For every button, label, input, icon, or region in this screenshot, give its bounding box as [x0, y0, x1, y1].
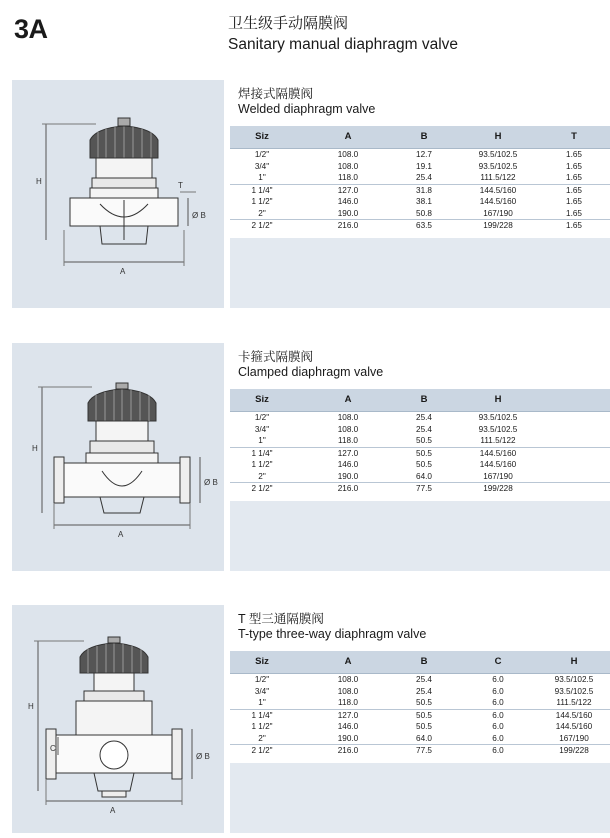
- table-body: [230, 149, 610, 238]
- clamped-panel: [230, 343, 610, 571]
- table-body: [230, 412, 610, 501]
- three-way-valve-drawing: [12, 605, 224, 833]
- table-row: 1" 118.0 25.4 111.5/122 1.65: [230, 172, 610, 185]
- table-row: 2" 190.0 64.0 6.0 167/190: [230, 733, 610, 746]
- table-row: 1 1/2" 146.0 50.5 144.5/160: [251, 460, 517, 469]
- clamped-valve-drawing: [12, 343, 224, 571]
- clamped-spec-table: [230, 389, 610, 501]
- table-row: 1" 118.0 50.5 6.0 111.5/122: [230, 697, 610, 710]
- svg-text:H: H: [28, 702, 34, 711]
- section-welded: [12, 80, 600, 308]
- table-row: 1 1/4" 127.0 50.5 144.5/160: [251, 448, 517, 458]
- table-row: 1" 118.0 50.5 111.5/122: [230, 435, 610, 448]
- page-code: 3A: [14, 14, 48, 44]
- clamped-valve-icon: [12, 343, 224, 571]
- table-row: 1/2" 108.0 25.4 93.5/102.5: [254, 413, 518, 422]
- section-title-cn: T 型三通隔膜阀: [238, 612, 324, 626]
- table-row: 2" 190.0 64.0 167/190: [230, 471, 610, 484]
- table-row: 1 1/2" 146.0 38.1 144.5/160 1.65: [251, 197, 582, 206]
- svg-text:A: A: [120, 267, 126, 276]
- welded-valve-drawing: [12, 80, 224, 308]
- table-row: 2" 190.0 50.8 167/190 1.65: [230, 208, 610, 221]
- svg-text:A: A: [110, 806, 116, 815]
- table-header: Siz A B C H: [230, 651, 610, 674]
- table-row: 1/2" 108.0 12.7 93.5/102.5 1.65: [254, 150, 582, 159]
- welded-panel: [230, 80, 610, 308]
- welded-spec-table: [230, 126, 610, 238]
- three-way-panel: [230, 605, 610, 833]
- svg-text:A: A: [118, 530, 124, 539]
- svg-text:H: H: [36, 177, 42, 186]
- page-title-cn: 卫生级手动隔膜阀: [228, 15, 349, 32]
- section-clamped: [12, 343, 600, 571]
- section-title-cn: 焊接式隔膜阀: [238, 87, 314, 101]
- table-row: 3/4" 108.0 25.4 6.0 93.5/102.5: [254, 686, 594, 696]
- svg-text:C: C: [50, 744, 56, 753]
- table-row: 1 1/4" 127.0 50.5 6.0 144.5/160: [251, 710, 593, 720]
- table-row: 2 1/2" 216.0 77.5 199/228: [251, 484, 513, 493]
- section-title-en: Welded diaphragm valve: [238, 102, 376, 116]
- svg-text:Ø B: Ø B: [192, 211, 206, 220]
- three-way-valve-icon: [12, 605, 224, 833]
- three-way-spec-table: [230, 651, 610, 763]
- section-title-en: T-type three-way diaphragm valve: [238, 627, 427, 641]
- table-row: 1/2" 108.0 25.4 6.0 93.5/102.5: [254, 675, 594, 684]
- svg-text:T: T: [178, 181, 183, 190]
- svg-text:H: H: [32, 444, 38, 453]
- table-header: Siz A B H: [230, 389, 610, 412]
- table-row: 2 1/2" 216.0 63.5 199/228 1.65: [251, 221, 582, 230]
- section-three-way: [12, 605, 600, 833]
- table-row: 1 1/2" 146.0 50.5 6.0 144.5/160: [251, 722, 593, 731]
- section-title-cn: 卡箍式隔膜阀: [238, 350, 314, 364]
- section-title-en: Clamped diaphragm valve: [238, 365, 384, 379]
- table-row: 2 1/2" 216.0 77.5 6.0 199/228: [251, 746, 589, 755]
- table-body: [230, 674, 610, 763]
- table-header: Siz A B H T: [230, 126, 610, 149]
- welded-valve-icon: [12, 80, 224, 308]
- svg-text:Ø B: Ø B: [204, 478, 218, 487]
- table-row: 1 1/4" 127.0 31.8 144.5/160 1.65: [251, 185, 582, 195]
- table-row: 3/4" 108.0 25.4 93.5/102.5: [254, 424, 518, 434]
- svg-text:Ø B: Ø B: [196, 752, 210, 761]
- page-title-en: Sanitary manual diaphragm valve: [228, 36, 459, 53]
- table-row: 3/4" 108.0 19.1 93.5/102.5 1.65: [254, 161, 582, 171]
